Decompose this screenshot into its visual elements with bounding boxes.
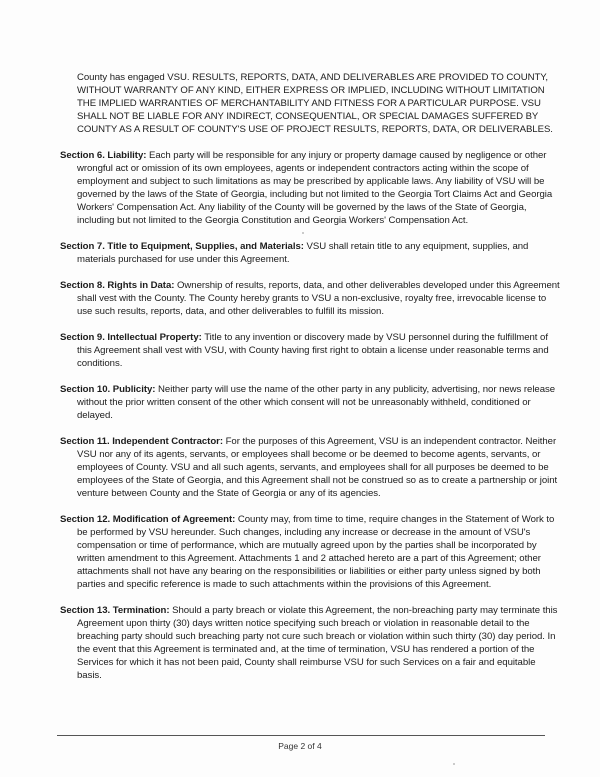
section-8-rights-in-data xyxy=(60,279,560,318)
section-text: Should a party breach or violate this Agreement, the non-breaching party may terminate this Agreement upon thirty (30) days written notice specifying such breach or violation in reasonable detail to the breaching party should such breaching party not cure such breach or violation within such thirty (30) day period. In the event that this Agreement is terminated and, at the time of termination, VSU has rendered a portion of the Services for which it has not been paid, County shall reimburse VSU for such Services on a fair and equitable basis. xyxy=(77,605,558,681)
section-10-publicity xyxy=(60,383,560,422)
section-heading: Section 7. Title to Equipment, Supplies, and Materials: xyxy=(60,241,304,252)
section-7-title-to-equipment xyxy=(60,240,560,266)
scan-artifact xyxy=(453,763,455,765)
warranty-disclaimer-paragraph: County has engaged VSU. RESULTS, REPORTS, DATA, AND DELIVERABLES ARE PROVIDED TO COUNTY, WITHOUT WARRANTY OF ANY KIND, EITHER EXPRESS OR IMPLIED, INCLUDING WITHOUT LIMITATION THE IMPLIED WARRANTIES OF MERCHANTABILITY AND FITNESS FOR A PARTICULAR PURPOSE. VSU SHALL NOT BE LIABLE FOR ANY INDIRECT, CONSEQUENTIAL, OR SPECIAL DAMAGES SUFFERED BY COUNTY AS A RESULT OF COUNTY'S USE OF PROJECT RESULTS, REPORTS, DATA, OR DELIVERABLES. xyxy=(77,72,553,135)
section-11-independent-contractor xyxy=(60,435,560,500)
section-text: For the purposes of this Agreement, VSU is an independent contractor. Neither VSU nor any of its agents, servants, or employees shall become or be deemed to become agents, servants, or employees of County. VSU and all such agents, servants, and employees shall for all purposes be deemed to be employees of the State of Georgia, and this Agreement shall not be construed so as to create a partnership or joint venture between County and the State of Georgia or any of its agencies. xyxy=(77,436,558,499)
section-heading: Section 13. Termination: xyxy=(60,605,170,616)
section-text: County may, from time to time, require changes in the Statement of Work to be performed by VSU hereunder. Such changes, including any increase or decrease in the amount of VSU's compensation or time of performance, which are mutually agreed upon by the parties shall be incorporated by written amendment to this Agreement. Attachments 1 and 2 attached hereto are a part of this Agreement; other attachments shall not have any bearing on the responsibilities or liabilities or either party unless signed by both parties and specific reference is made to such attachments within the provisions of this Agreement. xyxy=(77,514,555,590)
section-12-modification xyxy=(60,513,560,591)
section-text: VSU shall retain title to any equipment, supplies, and materials purchased for use under this Agreement. xyxy=(77,241,529,265)
section-heading: Section 10. Publicity: xyxy=(60,384,156,395)
section-9-intellectual-property xyxy=(60,331,560,370)
section-heading: Section 12. Modification of Agreement: xyxy=(60,514,236,525)
section-text: Each party will be responsible for any injury or property damage caused by negligence or other wrongful act or omission of its own employees, agents or independent contractors acting within the scope of employment and subject to such limitations as may be prescribed by applicable laws. Any liability of VSU will be governed by the laws of the State of Georgia, including but not limited to the Georgia Tort Claims Act and Georgia Workers' Compensation Act. Any liability of the County will be governed by the laws of the State of Georgia, including but not limited to the Georgia Constitution and Georgia Workers' Compensation Act. xyxy=(77,150,553,226)
section-text: Neither party will use the name of the other party in any publicity, advertising, nor news release without the prior written consent of the other which consent will not be unreasonably withheld, conditioned or delayed. xyxy=(77,384,556,421)
section-heading: Section 8. Rights in Data: xyxy=(60,280,175,291)
scan-artifact xyxy=(302,232,304,234)
section-heading: Section 11. Independent Contractor: xyxy=(60,436,223,447)
section-6-liability xyxy=(60,149,560,227)
document-body xyxy=(60,71,560,682)
section-heading: Section 6. Liability: xyxy=(60,150,147,161)
section-13-termination xyxy=(60,604,560,682)
section-text: Ownership of results, reports, data, and other deliverables developed under this Agreement shall vest with the County. The County hereby grants to VSU a non-exclusive, royalty free, irrevocable license to use such results, reports, data, and other deliverables to fulfill its mission. xyxy=(77,280,560,317)
page-number: Page 2 of 4 xyxy=(278,741,322,751)
footer-divider xyxy=(57,735,545,736)
section-text: Title to any invention or discovery made by VSU personnel during the fulfillment of this Agreement shall vest with VSU, with County having first right to obtain a license under reasonable terms and conditions. xyxy=(77,332,549,369)
section-heading: Section 9. Intellectual Property: xyxy=(60,332,202,343)
